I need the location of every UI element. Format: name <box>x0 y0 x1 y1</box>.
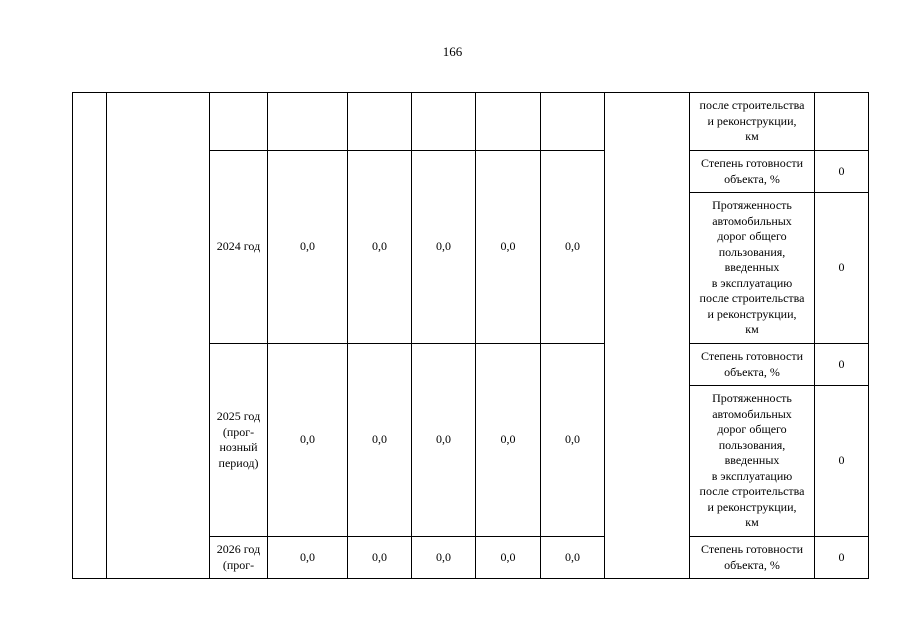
indicator-line: автомобильных <box>712 406 792 421</box>
year-cell <box>210 537 268 579</box>
target-value-cell: 0 <box>815 151 869 193</box>
indicator-cell <box>690 537 815 579</box>
program-table <box>72 92 869 579</box>
indicator-line: и реконструкции, <box>707 113 797 128</box>
value-cell: 0,0 <box>476 537 541 579</box>
target-value-cell: 0 <box>815 193 869 344</box>
value-cell <box>412 93 476 151</box>
year-cell <box>210 93 268 151</box>
value-cell: 0,0 <box>541 151 605 344</box>
value-cell: 0,0 <box>412 344 476 537</box>
target-value-cell: 0 <box>815 386 869 537</box>
value-cell: 0,0 <box>476 344 541 537</box>
indicator-line: и реконструкции, <box>707 306 797 321</box>
indicator-line: введенных <box>724 260 780 275</box>
indicator-line: после строительства <box>699 98 805 113</box>
table-row <box>73 93 869 151</box>
value-cell: 0,0 <box>268 151 348 344</box>
value-cell: 0,0 <box>412 537 476 579</box>
indicator-line: объекта, % <box>724 171 780 186</box>
year-cell <box>210 151 268 344</box>
value-cell: 0,0 <box>412 151 476 344</box>
number-column-cell <box>73 93 107 579</box>
value-cell: 0,0 <box>541 344 605 537</box>
indicator-line: в эксплуатацию <box>711 275 793 290</box>
value-cell: 0,0 <box>476 151 541 344</box>
indicator-cell <box>690 151 815 193</box>
indicator-line: введенных <box>724 453 780 468</box>
indicator-line: Степень готовности <box>701 156 803 170</box>
target-value-cell: 0 <box>815 344 869 386</box>
indicator-line: км <box>745 129 759 144</box>
indicator-line: км <box>745 515 759 530</box>
indicator-line: после строительства <box>699 291 805 306</box>
executor-column-cell <box>605 93 690 579</box>
value-cell <box>541 93 605 151</box>
target-value-cell: 0 <box>815 537 869 579</box>
indicator-line: объекта, % <box>724 364 780 379</box>
value-cell: 0,0 <box>348 344 412 537</box>
indicator-line: пользования, <box>718 244 786 259</box>
indicator-line: дорог общего <box>717 422 787 437</box>
value-cell: 0,0 <box>268 344 348 537</box>
year-label: (прог- <box>222 424 255 439</box>
year-label: 2024 год <box>216 239 261 254</box>
indicator-line: пользования, <box>718 437 786 452</box>
year-cell <box>210 344 268 537</box>
value-cell: 0,0 <box>348 151 412 344</box>
indicator-line: после строительства <box>699 484 805 499</box>
value-cell <box>268 93 348 151</box>
indicator-line: Протяженность <box>712 391 792 406</box>
value-cell: 0,0 <box>541 537 605 579</box>
indicator-line: автомобильных <box>712 213 792 228</box>
value-cell <box>476 93 541 151</box>
indicator-cell <box>690 193 815 344</box>
year-label: 2025 год <box>216 409 261 423</box>
event-name-column-cell <box>107 93 210 579</box>
indicator-cell <box>690 386 815 537</box>
year-label: (прог- <box>222 557 255 572</box>
indicator-line: Степень готовности <box>701 542 803 556</box>
value-cell: 0,0 <box>268 537 348 579</box>
indicator-cell <box>690 344 815 386</box>
year-label: нозный <box>219 440 258 454</box>
indicator-line: дорог общего <box>717 229 787 244</box>
indicator-line: Протяженность <box>712 198 792 213</box>
indicator-line: объекта, % <box>724 557 780 572</box>
page-number: 166 <box>442 44 463 59</box>
indicator-cell <box>690 93 815 151</box>
target-value-cell <box>815 93 869 151</box>
year-label: период) <box>218 455 259 470</box>
value-cell: 0,0 <box>348 537 412 579</box>
indicator-line: Степень готовности <box>701 349 803 363</box>
year-label: 2026 год <box>216 542 261 556</box>
indicator-line: в эксплуатацию <box>711 468 793 483</box>
indicator-line: и реконструкции, <box>707 499 797 514</box>
value-cell <box>348 93 412 151</box>
indicator-line: км <box>745 322 759 337</box>
